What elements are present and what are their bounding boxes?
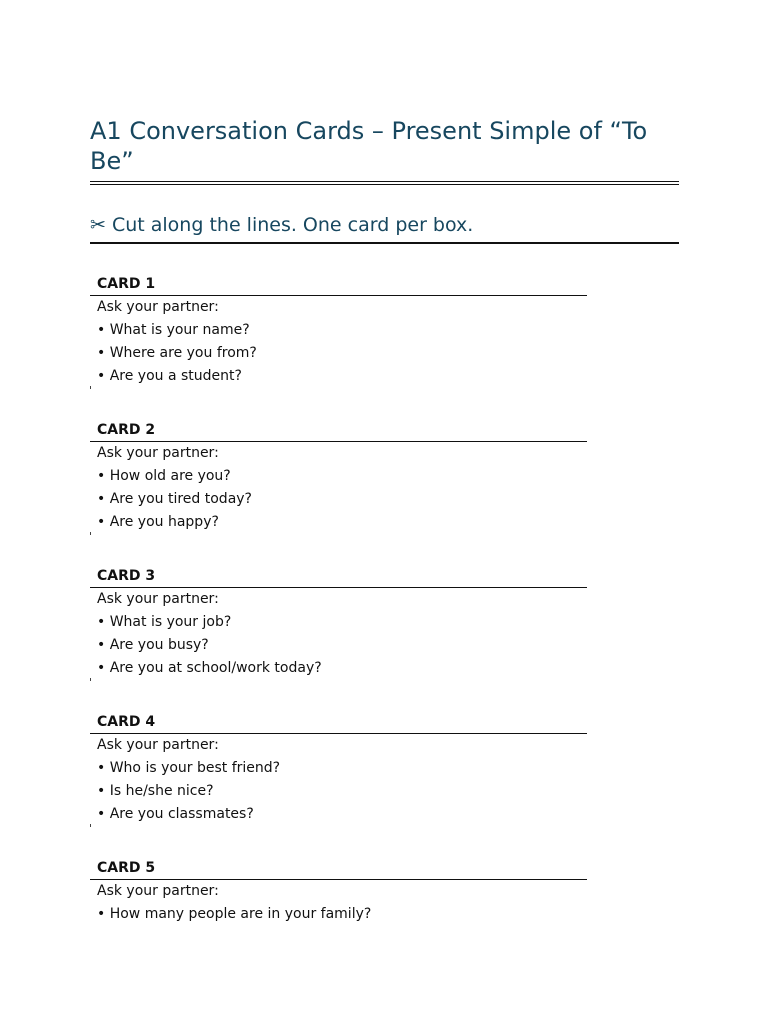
card-title: CARD 3 xyxy=(90,565,587,588)
card-question: • Where are you from? xyxy=(97,345,257,361)
card-title: CARD 5 xyxy=(90,857,587,880)
card-prompt: Ask your partner: xyxy=(97,591,219,607)
card-question: • Are you a student? xyxy=(97,368,242,384)
card-question: • Who is your best friend? xyxy=(97,760,281,776)
conversation-card xyxy=(90,711,587,826)
card-prompt: Ask your partner: xyxy=(97,299,219,315)
title-double-rule xyxy=(90,181,679,185)
card-question: • Are you classmates? xyxy=(97,806,254,822)
card-question: • Are you busy? xyxy=(97,637,209,653)
cut-mark xyxy=(90,386,91,389)
card-title: CARD 1 xyxy=(90,273,587,296)
conversation-card xyxy=(90,857,587,926)
instructions-rule xyxy=(90,242,679,244)
card-question: • Are you happy? xyxy=(97,514,219,530)
card-title: CARD 4 xyxy=(90,711,587,734)
card-question: • What is your name? xyxy=(97,322,250,338)
card-prompt: Ask your partner: xyxy=(97,445,219,461)
card-prompt: Ask your partner: xyxy=(97,737,219,753)
cut-mark xyxy=(90,824,91,827)
cut-instructions: ✂ Cut along the lines. One card per box. xyxy=(90,214,474,236)
cut-mark xyxy=(90,678,91,681)
card-prompt: Ask your partner: xyxy=(97,883,219,899)
card-question: • Are you at school/work today? xyxy=(97,660,322,676)
cut-mark xyxy=(90,532,91,535)
card-question: • Are you tired today? xyxy=(97,491,252,507)
card-title: CARD 2 xyxy=(90,419,587,442)
card-question: • Is he/she nice? xyxy=(97,783,214,799)
card-question: • How old are you? xyxy=(97,468,231,484)
page-title: A1 Conversation Cards – Present Simple of “To Be” xyxy=(90,117,648,175)
conversation-card xyxy=(90,565,587,680)
card-question: • How many people are in your family? xyxy=(97,906,372,922)
card-question: • What is your job? xyxy=(97,614,232,630)
conversation-card xyxy=(90,419,587,534)
conversation-card xyxy=(90,273,587,388)
